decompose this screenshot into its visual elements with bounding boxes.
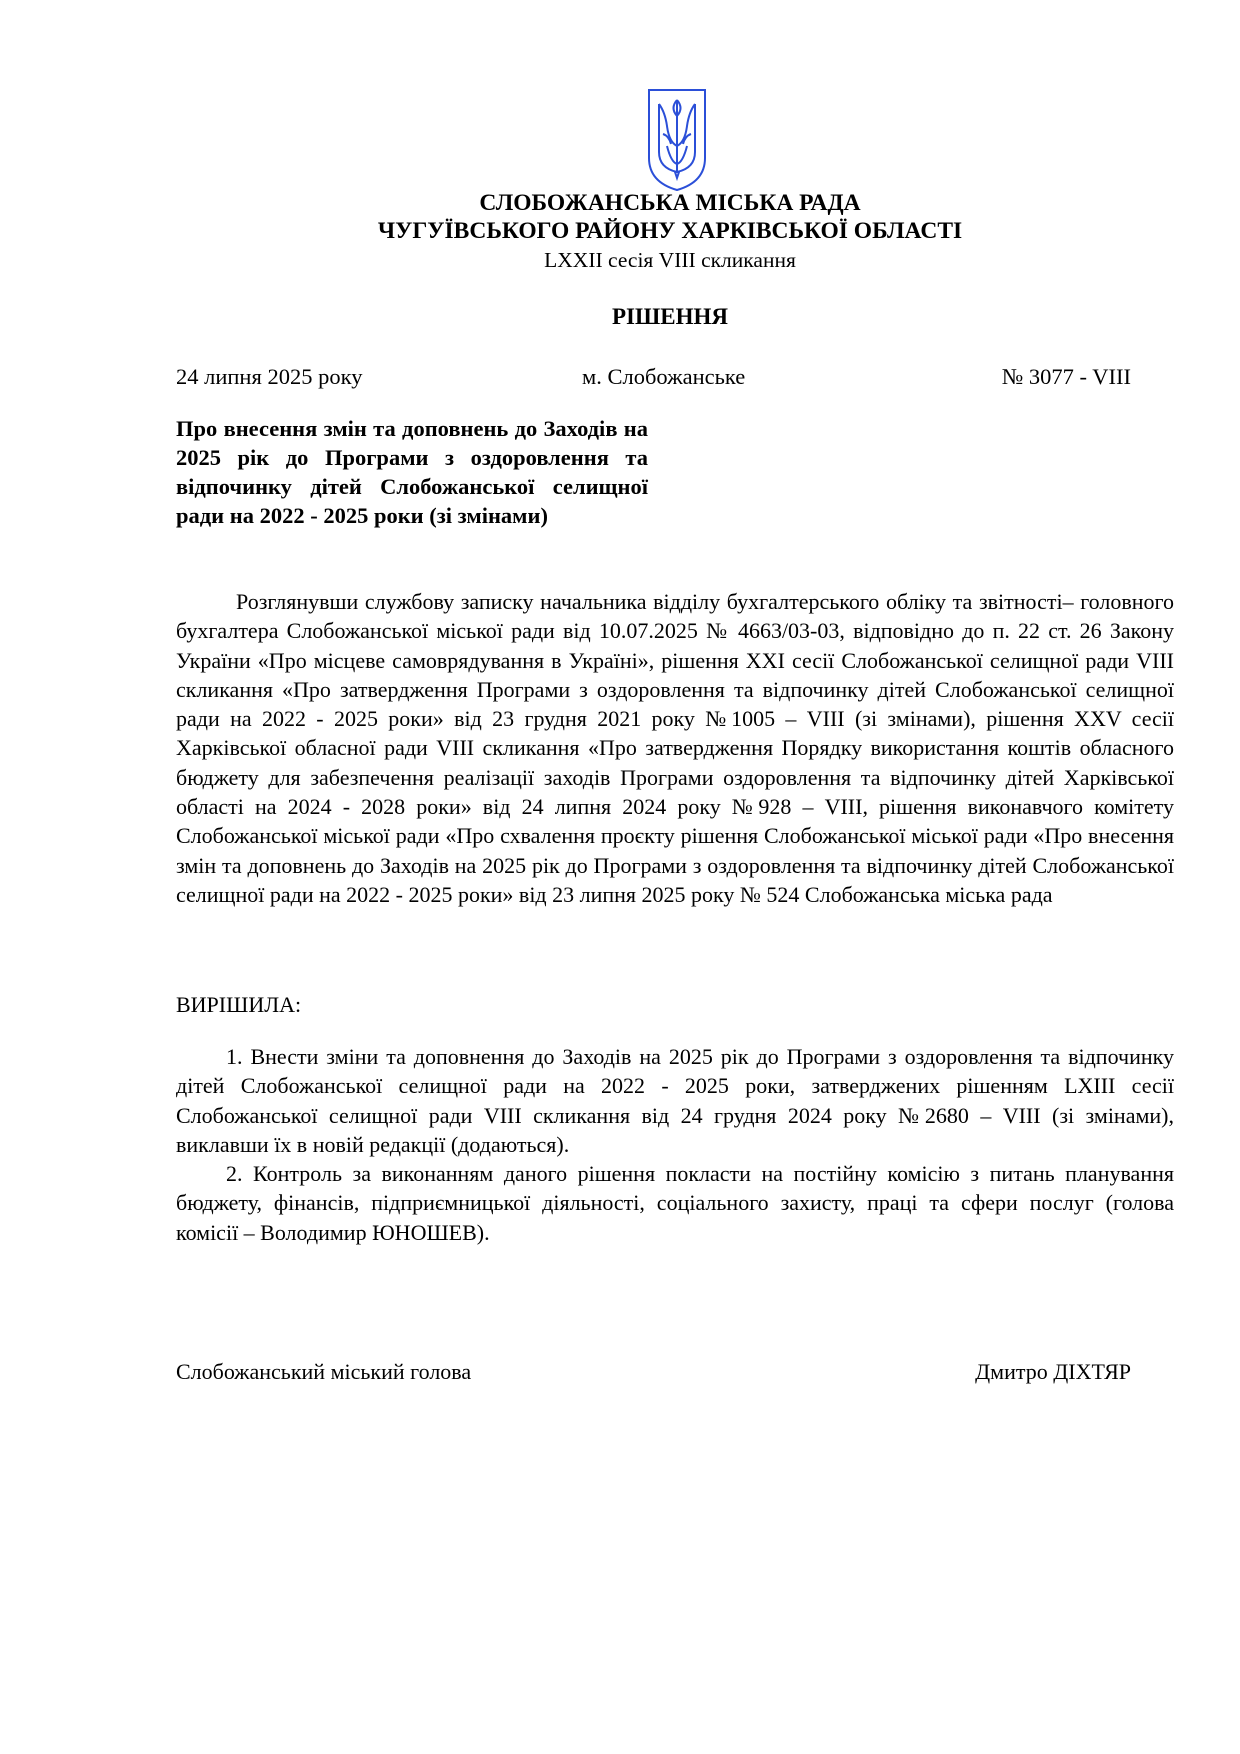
resolved-label: ВИРІШИЛА: (176, 992, 302, 1017)
signatory-name: Дмитро ДІХТЯР (975, 1359, 1131, 1384)
preamble-text: Розглянувши службову записку начальника відділу бухгалтерського обліку та звітності– головного бухгалтера Слобожанської міської ради від 10.07.2025 № 4663/03-03, відповідно до п. 22 ст. 26 Закону України «Про місцеве самоврядування в Україні», рішення ХХІ сесії Слобожанської селищної ради VIII скликання «Про затвердження Програми з оздоровлення та відпочинку дітей Слобожанської селищної ради на 2022 - 2025 роки» від 23 грудня 2021 року №1005 – VIII (зі змінами), рішення ХХV сесії Харківської обласної ради VIII скликання «Про затвердження Порядку використання коштів обласного бюджету для забезпечення реалізації заходів Програми оздоровлення та відпочинку дітей Харківської області на 2024 - 2028 роки» від 24 липня 2024 року №928 – VIII, рішення виконавчого комітету Слобожанської міської ради «Про схвалення проєкту рішення Слобожанської міської ради «Про внесення змін та доповнень до Заходів на 2025 рік до Програми з оздоровлення та відпочинку дітей Слобожанської селищної ради на 2022 - 2025 роки» від 23 липня 2025 року № 524 Слобожанська міська рада (176, 589, 1174, 907)
session-name: LXXII сесія VIII скликання (544, 248, 796, 272)
document-number: № 3077 - VIII (1001, 364, 1131, 389)
tryzub-coat-of-arms-icon (645, 86, 709, 192)
signatory-position: Слобожанський міський голова (176, 1359, 472, 1384)
decision-item-1: 1. Внести зміни та доповнення до Заходів на 2025 рік до Програми з оздоровлення та відпочинку дітей Слобожанської селищної ради на 2022 - 2025 роки, затверджених рішенням LXIII сесії Слобожанської селищної ради VIII скликання від 24 грудня 2024 року №2680 – VIII (зі змінами), виклавши їх в новій редакції (додаються). (176, 1044, 1174, 1157)
document-place: м. Слобожанське (582, 364, 746, 389)
signature-block (176, 1356, 1131, 1386)
document-type: РІШЕННЯ (612, 304, 728, 329)
district-name: ЧУГУЇВСЬКОГО РАЙОНУ ХАРКІВСЬКОЇ ОБЛАСТІ (377, 218, 963, 244)
decision-item-2: 2. Контроль за виконанням даного рішення покласти на постійну комісію з питань планування бюджету, фінансів, підприємницької діяльності, соціального захисту, праці та сфери послуг (голова комісії – Володимир ЮНОШЕВ). (176, 1161, 1174, 1245)
document-meta (176, 361, 1131, 391)
decision-list (176, 1042, 1174, 1247)
document-date: 24 липня 2025 року (176, 364, 363, 389)
decision-subject: Про внесення змін та доповнень до Заходів на 2025 рік до Програми з оздоровлення та відпочинку дітей Слобожанської селищної ради на 2022 - 2025 роки (зі змінами) (176, 416, 648, 528)
council-name: СЛОБОЖАНСЬКА МІСЬКА РАДА (479, 190, 861, 216)
preamble (176, 587, 1174, 909)
